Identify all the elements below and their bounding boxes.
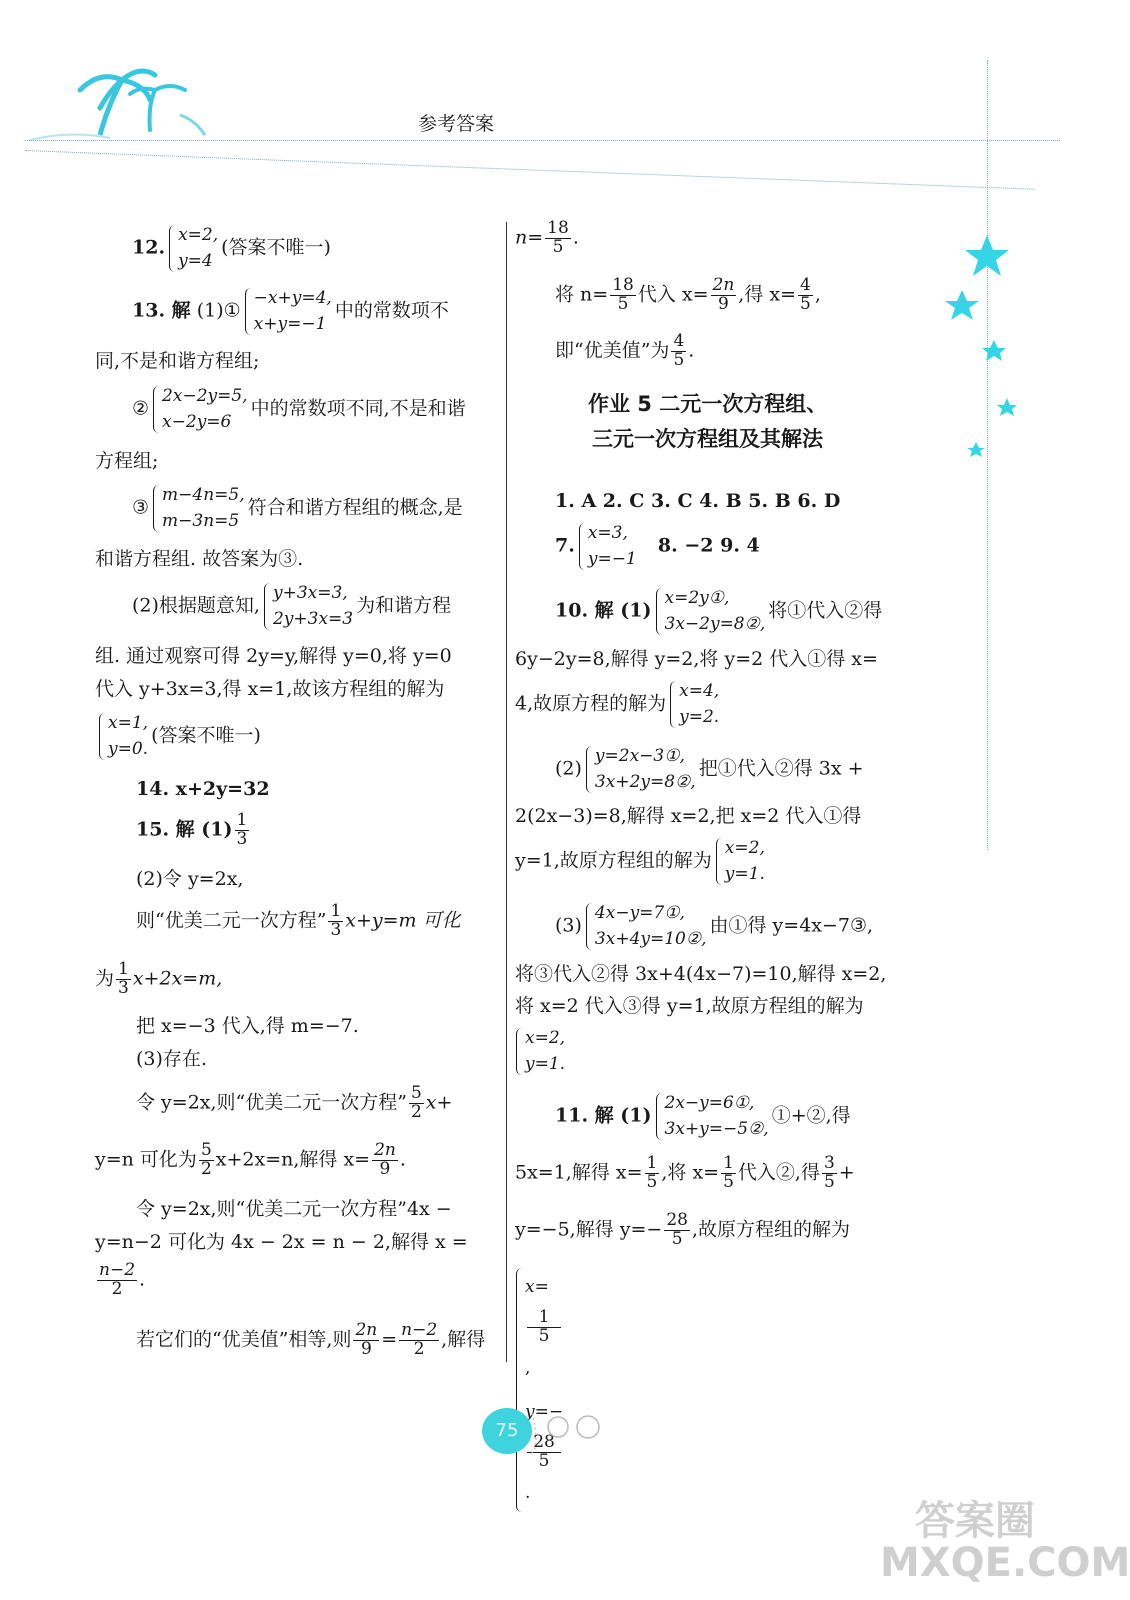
q13-line8: 组. 通过观察可得 2y=y,解得 y=0,将 y=0	[95, 645, 452, 667]
q15-line12: 若它们的“优美值”相等,则 $\frac{2n}{9}$ = $\frac{n-2}{2}$ ,解得	[136, 1320, 486, 1359]
footer-circles-decoration	[530, 1405, 610, 1455]
q13-line4: 方程组;	[95, 450, 159, 472]
q10-line4: (2) y=2x−3①, 3x+2y=8②, 把①代入②得 3x +	[555, 743, 864, 796]
q11-line1: 11. 解 (1) 2x−y=6①, 3x+y=−5②, ①+②,得	[555, 1090, 851, 1143]
header-rule-2	[25, 150, 1034, 190]
q15-line4: 为 $\frac{1}{3}$ x+2x=m,	[95, 959, 223, 998]
q12: 12. x=2, y=4 (答案不唯一)	[132, 222, 331, 275]
r-line1: n= $\frac{18}{5}$ .	[515, 218, 579, 257]
watermark: 答案圈 MXQE.COM	[880, 1498, 1130, 1586]
section-heading-2: 三元一次方程组及其解法	[592, 427, 823, 451]
r-line3: 即“优美值”为 $\frac{4}{5}$ .	[555, 331, 695, 370]
q13-line5: ③ m−4n=5, m−3n=5 符合和谐方程组的概念,是	[132, 482, 463, 535]
q15-line1: 15. 解 (1) $\frac{1}{3}$	[136, 810, 248, 849]
q14: 14. x+2y=32	[136, 778, 270, 800]
q13-line3: ② 2x−2y=5, x−2y=6 中的常数项不同,不是和谐	[132, 383, 466, 436]
q13-line10: x=1, y=0. (答案不唯一)	[95, 710, 261, 763]
q10-line10: x=2, y=1.	[512, 1025, 568, 1078]
section-heading-1: 作业 5 二元一次方程组、	[588, 392, 828, 416]
q13-line1: 13. 解 (1)① −x+y=4, x+y=−1 中的常数项不	[132, 285, 449, 338]
q15-line7: 令 y=2x,则“优美二元一次方程” $\frac{5}{2}$ x+	[136, 1083, 453, 1122]
r-line2: 将 n= $\frac{18}{5}$ 代入 x= $\frac{2n}{9}$ ,得 x= $\frac{4}{5}$ ,	[555, 275, 821, 314]
q15-line3: 则“优美二元一次方程” $\frac{1}{3}$ x+y=m 可化	[136, 901, 461, 940]
palm-tree-decoration	[30, 60, 230, 150]
star-icons	[940, 230, 1030, 470]
header-rule	[25, 140, 1060, 141]
q11-line2: 5x=1,解得 x= $\frac{1}{5}$ ,将 x= $\frac{1}{5}$ 代入②,得 $\frac{3}{5}$ +	[515, 1153, 855, 1192]
q13-line7: (2)根据题意知, y+3x=3, 2y+3x=3 为和谐方程	[132, 580, 451, 633]
q10-line5: 2(2x−3)=8,解得 x=2,把 x=2 代入①得	[515, 805, 862, 827]
q10-line8: 将③代入②得 3x+4(4x−7)=10,解得 x=2,	[515, 963, 887, 985]
q13-line2: 同,不是和谐方程组;	[95, 350, 260, 372]
q10-line3: 4,故原方程的解为 x=4, y=2.	[515, 678, 722, 731]
q15-line10: y=n−2 可化为 4x − 2x = n − 2,解得 x =	[95, 1231, 468, 1253]
q15-line5: 把 x=−3 代入,得 m=−7.	[136, 1015, 359, 1037]
q10-line7: (3) 4x−y=7①, 3x+4y=10②, 由①得 y=4x−7③,	[555, 900, 873, 953]
q15-line9: 令 y=2x,则“优美二元一次方程”4x −	[136, 1198, 452, 1220]
q15-line6: (3)存在.	[136, 1048, 207, 1070]
q13-line9: 代入 y+3x=3,得 x=1,故该方程组的解为	[95, 678, 445, 700]
q10-line6: y=1,故原方程组的解为 x=2, y=1.	[515, 835, 768, 888]
q15-line2: (2)令 y=2x,	[136, 868, 244, 890]
column-divider	[506, 222, 507, 1362]
q15-line8: y=n 可化为 $\frac{5}{2}$ x+2x=n,解得 x= $\frac{2n}{9}$ .	[95, 1140, 406, 1179]
q10-line2: 6y−2y=8,解得 y=2,将 y=2 代入①得 x=	[515, 648, 878, 670]
page-number: 75	[482, 1408, 532, 1454]
q10-line9: 将 x=2 代入③得 y=1,故原方程组的解为	[515, 995, 864, 1017]
q11-line3: y=−5,解得 y=− $\frac{28}{5}$ ,故原方程组的解为	[515, 1210, 851, 1249]
q11-line4: x= 1 5 , y=− 28 5 .	[512, 1265, 566, 1515]
q10-line1: 10. 解 (1) x=2y①, 3x−2y=8②, 将①代入②得	[555, 585, 882, 638]
header-title: 参考答案	[418, 113, 495, 135]
q13-line6: 和谐方程组. 故答案为③.	[95, 548, 304, 570]
mc-answers: 1. A 2. C 3. C 4. B 5. B 6. D	[555, 490, 841, 512]
q7-q9: 7. x=3, y=−1 8. −2 9. 4	[555, 520, 760, 573]
q15-line11: $\frac{n-2}{2}$ .	[99, 1260, 146, 1299]
